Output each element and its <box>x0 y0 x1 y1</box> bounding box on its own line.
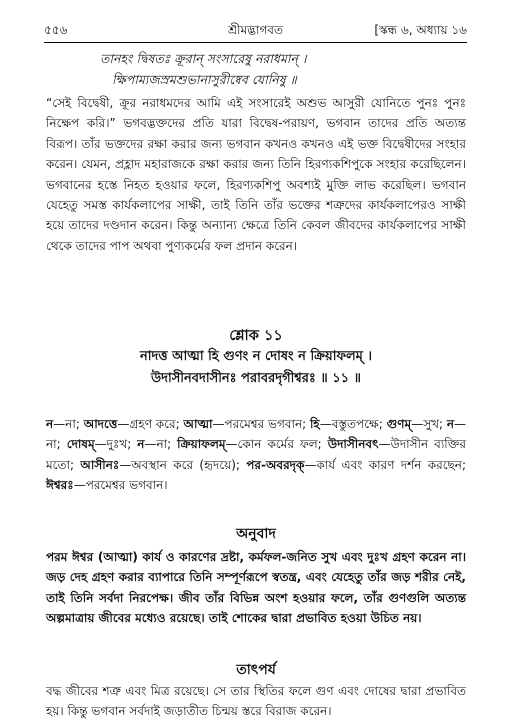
synonym-term: আত্মা <box>183 417 213 431</box>
chapter-reference: [স্কন্ধ ৬, অধ্যায় ১৬ <box>374 23 467 37</box>
synonym-term: ন <box>446 417 455 431</box>
synonym-meaning: গ্রহণ করে; <box>129 417 184 431</box>
page-number: ৫৫৬ <box>44 23 68 37</box>
sloka-verse <box>46 346 466 390</box>
synonym-term: ন <box>46 417 54 431</box>
synonym-meaning: অবস্থান করে (হৃদয়ে); <box>131 457 247 472</box>
synonym-term: আসীনঃ <box>80 457 120 472</box>
synonym-term: ন <box>137 437 145 452</box>
translation-text: পরম ঈশ্বর (আত্মা) কার্য ও কারণের দ্রষ্টা, কর্মফল-জনিত সুখ এবং দুঃখ গ্রহণ করেন না। জড় দেহ গ্রহণ করার ব্যাপারে তিনি সম্পূর্ণরূপে স্বতন্ত্র, এবং যেহেতু তাঁর জড় শরীর নেই, তাই তিনি সর্বদা নিরপেক্ষ। জীব তাঁর বিভিন্ন অংশ হওয়ার ফলে, তাঁর গুণগুলি অত্যন্ত অল্পমাত্রায় জীবের মধ্যেও রয়েছে। তাই শোকের দ্বারা প্রভাবিত হওয়া উচিত নয়। <box>46 550 466 626</box>
synonym-meaning: না; <box>65 417 84 431</box>
sloka-heading: শ্লোক ১১ <box>229 328 283 344</box>
word-synonyms: ন—না; আদত্তে—গ্রহণ করে; আত্মা—পরমেশ্বর ভগবান; হি—বস্তুতপক্ষে; গুণম্—সুখ; ন—না; দোষম্—দুঃখ; ন—না; ক্রিয়াফলম্—কোন কর্মের ফল; উদাসীনবৎ—উদাসীন ব্যক্তির মতো; আসীনঃ—অবস্থান করে (হৃদয়ে); পর-অবরদৃক্—কার্য এবং কারণ দর্শন করছেন; ঈশ্বরঃ—পরমেশ্বর ভগবান। <box>46 417 467 493</box>
synonym-term: হি <box>310 417 320 431</box>
synonym-term: ঈশ্বরঃ <box>46 478 74 493</box>
header-divider <box>44 42 467 43</box>
purport-heading: তাৎপর্য <box>236 662 276 678</box>
quoted-verse <box>100 48 460 90</box>
synonym-meaning: না; <box>46 437 67 452</box>
sloka-line-1: নাদত্ত আত্মা হি গুণং ন দোষং ন ক্রিয়াফলম্ । <box>139 349 373 364</box>
synonym-term: উদাসীনবৎ <box>327 437 379 452</box>
synonym-term: দোষম্ <box>66 437 95 452</box>
synonym-term: আদত্তে <box>83 417 118 431</box>
synonym-meaning: না; <box>156 437 178 452</box>
synonym-meaning: কোন কর্মের ফল; <box>237 437 328 452</box>
synonym-meaning: কার্য এবং কারণ দর্শন করছেন; <box>316 457 466 472</box>
sloka-line-2: উদাসীনবদাসীনঃ পরাবরদৃগীশ্বরঃ ॥ ১১ ॥ <box>150 371 361 386</box>
purport-text: বদ্ধ জীবের শত্রু এবং মিত্র রয়েছে। সে তার স্থিতির ফলে গুণ এবং দোষের দ্বারা প্রভাবিত হয়। কিন্তু ভগবান সর্বদাই জড়াতীত চিন্ময় স্তরে বিরাজ করেন। <box>46 684 466 719</box>
synonym-term: পর-অবরদৃক্ <box>246 457 305 472</box>
synonym-meaning: বস্তুতপক্ষে; <box>331 417 387 431</box>
synonym-meaning: পরমেশ্বর ভগবান। <box>85 478 168 493</box>
synonym-meaning: দুঃখ; <box>106 437 138 452</box>
synonym-term: গুণম্ <box>386 417 412 431</box>
synonym-meaning: সুখ; <box>423 417 447 431</box>
page-header <box>44 18 467 44</box>
quoted-verse-line-1: তানহং দ্বিষতঃ ক্রূরান্ সংসারেষু নরাধমান্ । <box>100 51 307 66</box>
synonym-term: ক্রিয়াফলম্ <box>177 437 226 452</box>
quoted-verse-line-2: ক্ষিপাম্যজস্রমশুভানাসুরীষ্বেব যোনিষু ॥ <box>112 72 297 87</box>
synonym-meaning: পরমেশ্বর ভগবান; <box>224 417 310 431</box>
purport-continuation: “সেই বিদ্বেষী, ক্রূর নরাধমদের আমি এই সংসারেই অশুভ আসুরী যোনিতে পুনঃ পুনঃ নিক্ষেপ করি।” ভগবদ্ভক্তদের প্রতি যারা বিদ্বেষ-পরায়ণ, ভগবান তাদের প্রতি অত্যন্ত বিরূপ। তাঁর ভক্তদের রক্ষা করার জন্য ভগবান কখনও কখনও এই ভক্ত বিদ্বেষীদের সংহার করেন। যেমন, প্রহ্লাদ মহারাজকে রক্ষা করার জন্য তিনি হিরণ্যকশিপুকে সংহার করেছিলেন। ভগবানের হস্তে নিহত হওয়ার ফলে, হিরণ্যকশিপু অবশ্যই মুক্তি লাভ করেছিল। ভগবান যেহেতু সমস্ত কার্যকলাপের সাক্ষী, তাই তিনি তাঁর ভক্তের শত্রুদের কার্যকলাপেরও সাক্ষী হয়ে তাদের দণ্ডদান করেন। কিন্তু অন্যান্য ক্ষেত্রে তিনি কেবল জীবদের কার্যকলাপের সাক্ষী থেকে তাদের পাপ অথবা পুণ্যকর্মের ফল প্রদান করেন। <box>46 96 466 253</box>
book-title: শ্রীমদ্ভাগবত <box>227 23 283 37</box>
synonym-meaning: উদাসীন ব্যক্তির মতো; <box>46 437 466 472</box>
translation-heading: অনুবাদ <box>236 526 276 542</box>
